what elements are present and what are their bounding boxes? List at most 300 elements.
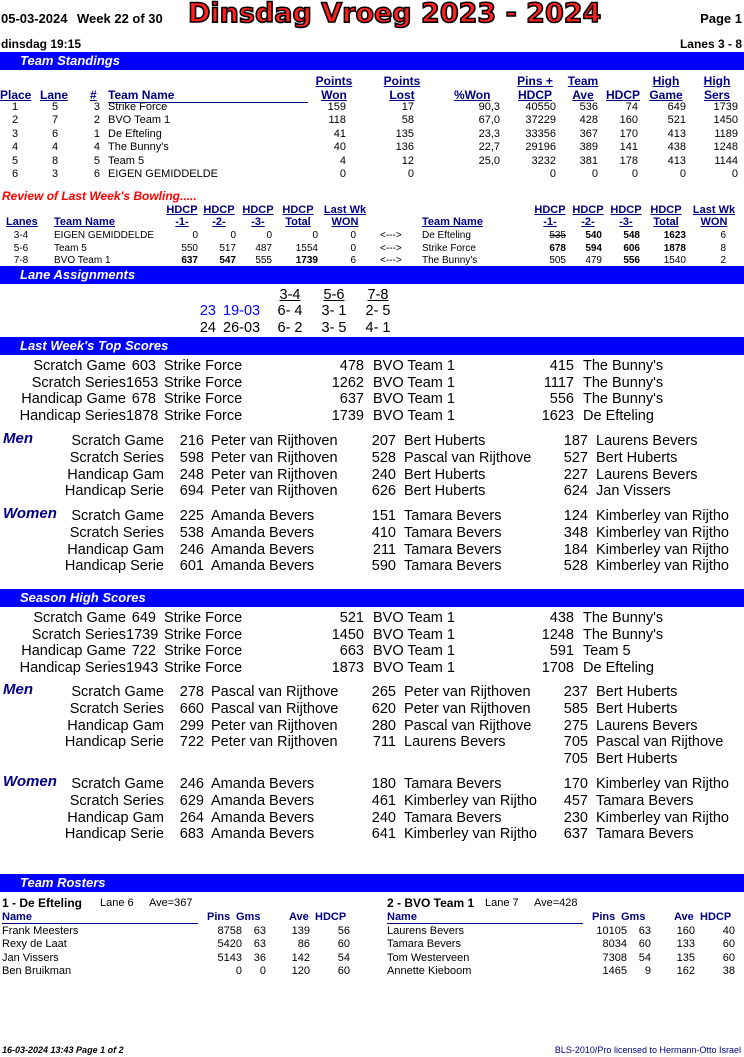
women-score-1: 601 — [179, 558, 204, 575]
roster-player-pins: 8034 — [602, 938, 627, 951]
team-category: Scratch Series — [31, 626, 126, 643]
men-category: Handicap Gam — [67, 466, 164, 483]
standings-team-ave: 367 — [579, 127, 598, 140]
standings-high-game: 0 — [679, 168, 686, 180]
men-name-3: Laurens Bevers — [596, 433, 698, 449]
roster-team-ave: Ave=428 — [534, 897, 578, 909]
review-g3: 0 — [266, 230, 272, 241]
team-name-2: BVO Team 1 — [373, 391, 455, 407]
standings-team-name: The Bunny's — [108, 141, 169, 154]
standings-place: 6 — [11, 168, 19, 180]
assign-pair: 3- 5 — [321, 320, 347, 336]
women-score-1: 538 — [179, 524, 204, 541]
report-date: 05-03-2024 — [1, 11, 68, 26]
review-opp-total: 1878 — [663, 242, 686, 254]
team-score-1: 1739 — [126, 626, 159, 643]
women-name-1: Amanda Bevers — [211, 541, 315, 558]
men-label: Men — [3, 430, 33, 447]
men-name-3: Laurens Bevers — [596, 717, 698, 734]
roster-player-gms: 54 — [638, 951, 651, 964]
women-category: Scratch Game — [71, 508, 164, 524]
men-name-1: Pascal van Rijthove — [211, 700, 339, 717]
women-name-1: Amanda Bevers — [211, 558, 315, 575]
women-score-3: 124 — [563, 508, 588, 524]
men-score-2: 240 — [371, 466, 396, 483]
standings-lane: 8 — [51, 154, 59, 167]
team-score-1: 1943 — [126, 659, 159, 676]
roster-team-lane: Lane 7 — [485, 897, 519, 909]
rev-col2-won: Last Wk WON — [692, 204, 736, 228]
lanes-title: Lane Assignments — [20, 267, 136, 282]
women-category: Scratch Game — [71, 776, 164, 792]
review-g3: 555 — [255, 255, 272, 266]
women-score-1: 225 — [179, 508, 204, 524]
women-name-1: Amanda Bevers — [211, 792, 315, 809]
team-score-1: 1878 — [126, 407, 159, 424]
review-lanes: 7-8 — [13, 255, 29, 266]
standings-hdcp: 170 — [619, 127, 638, 140]
men-score-2: 528 — [371, 449, 396, 466]
col-hdcp: HDCP — [606, 88, 641, 102]
women-name-1: Amanda Bevers — [211, 776, 315, 792]
roster-player-ave: 142 — [291, 951, 310, 964]
team-score-2: 1450 — [331, 626, 364, 643]
women-name-2: Tamara Bevers — [404, 524, 502, 541]
review-g2: 0 — [230, 230, 236, 241]
standings-high-game: 438 — [667, 141, 686, 154]
men-name-1: Peter van Rijthoven — [211, 433, 338, 449]
rosters-bar — [0, 874, 744, 892]
standings-high-game: 649 — [667, 101, 686, 113]
men-score-1: 216 — [179, 433, 204, 449]
roster-player-pins: 5420 — [217, 938, 242, 951]
women-name-3: Kimberley van Rijtho — [596, 524, 729, 541]
roster-player-hdcp: 60 — [722, 938, 735, 951]
men-category: Scratch Series — [69, 700, 164, 717]
team-score-2: 663 — [339, 643, 364, 659]
standings-lost: 58 — [401, 114, 414, 127]
women-score-3: 348 — [563, 524, 588, 541]
women-name-2: Tamara Bevers — [404, 809, 502, 826]
standings-team-ave: 0 — [591, 168, 598, 180]
review-g1: 637 — [181, 255, 198, 266]
roster-player-pins: 7308 — [602, 951, 627, 964]
roster-player-ave: 135 — [676, 951, 695, 964]
men-name-1: Peter van Rijthoven — [211, 483, 338, 500]
team-score-1: 722 — [131, 643, 156, 659]
standings-won: 41 — [333, 127, 346, 140]
men-name-2: Peter van Rijthoven — [404, 700, 531, 717]
standings-high-sers: 1189 — [714, 127, 738, 140]
roster-col-gms: Gms — [621, 911, 646, 923]
women-score-1: 683 — [179, 826, 204, 843]
rev-col2-total: HDCP Total — [650, 204, 682, 228]
team-name-1: Strike Force — [164, 391, 243, 407]
team-name-3: The Bunny's — [583, 358, 664, 374]
roster-player-ave: 86 — [297, 938, 310, 951]
review-opp-g2: 479 — [585, 255, 602, 266]
standings-hdcp: 160 — [619, 114, 638, 127]
team-score-1: 1653 — [126, 374, 159, 391]
standings-num: 2 — [93, 114, 100, 127]
standings-bar — [0, 52, 744, 70]
men-name-1: Peter van Rijthoven — [211, 717, 338, 734]
review-opp-g2: 594 — [585, 242, 602, 254]
roster-player-ave: 162 — [676, 965, 695, 978]
standings-team-name: Strike Force — [108, 101, 168, 113]
roster-col-hdcp: HDCP — [700, 911, 732, 923]
women-label: Women — [3, 505, 57, 522]
women-name-3: Kimberley van Rijtho — [596, 809, 729, 826]
standings-lane: 5 — [51, 101, 59, 113]
men-score-3: 227 — [563, 466, 588, 483]
top-scores-bar — [0, 337, 744, 355]
review-opp-team: Strike Force — [422, 242, 476, 254]
men-score-1: 722 — [179, 734, 204, 751]
roster-player-pins: 8758 — [217, 925, 242, 937]
men-score-1: 598 — [179, 449, 204, 466]
women-score-1: 629 — [179, 792, 204, 809]
rosters-title: Team Rosters — [20, 875, 106, 890]
review-opp-team: The Bunny's — [422, 255, 478, 266]
standings-won: 4 — [339, 154, 346, 167]
standings-pct-won: 25,0 — [478, 154, 500, 167]
roster-player-ave: 120 — [291, 965, 310, 978]
standings-team-ave: 389 — [579, 141, 598, 154]
women-score-3: 457 — [563, 792, 588, 809]
roster-player-gms: 63 — [253, 925, 266, 937]
review-opp-total: 1540 — [663, 255, 686, 266]
col-pins: Pins + HDCP — [517, 74, 553, 102]
roster-player-hdcp: 38 — [722, 965, 735, 978]
review-lanes: 5-6 — [13, 242, 29, 254]
women-category: Handicap Gam — [67, 541, 164, 558]
review-g1: 0 — [192, 230, 198, 241]
review-total: 0 — [312, 230, 318, 241]
roster-col-name: Name — [387, 911, 583, 924]
review-team-name: EIGEN GEMIDDELDE — [54, 230, 155, 241]
col-highsers: High Sers — [703, 74, 731, 102]
women-score-3: 184 — [563, 541, 588, 558]
roster-player-gms: 0 — [259, 965, 266, 978]
review-opp-g3: 556 — [623, 255, 640, 266]
men-name-3: Jan Vissers — [596, 483, 671, 500]
review-opp-g3: 548 — [623, 230, 640, 241]
team-name-1: Strike Force — [164, 643, 243, 659]
rev-col2-g1: HDCP -1- — [534, 204, 566, 228]
rev-col-g3: HDCP -3- — [242, 204, 274, 228]
team-category: Scratch Game — [33, 610, 126, 626]
men-name-2: Bert Huberts — [404, 466, 486, 483]
roster-team-ave: Ave=367 — [149, 897, 193, 909]
team-score-1: 678 — [131, 391, 156, 407]
review-team-name: BVO Team 1 — [54, 255, 111, 266]
men-score-3: 624 — [563, 483, 588, 500]
team-name-3: The Bunny's — [583, 391, 664, 407]
standings-team-name: De Efteling — [108, 127, 162, 140]
standings-num: 3 — [93, 101, 100, 113]
standings-lane: 7 — [51, 114, 59, 127]
men-name-2: Bert Huberts — [404, 483, 486, 500]
women-name-2: Tamara Bevers — [404, 558, 502, 575]
men-extra-name: Bert Huberts — [596, 751, 678, 767]
standings-high-game: 413 — [667, 154, 686, 167]
week-label: Week 22 of 30 — [77, 11, 163, 26]
roster-player-hdcp: 60 — [337, 965, 350, 978]
rev-col-total: HDCP Total — [282, 204, 314, 228]
col-teamave: Team Ave — [567, 74, 599, 102]
women-score-2: 180 — [371, 776, 396, 792]
team-score-1: 649 — [131, 610, 156, 626]
review-opp-won: 6 — [720, 230, 726, 241]
team-score-3: 1623 — [541, 407, 574, 424]
roster-team-title: 1 - De Efteling — [2, 896, 83, 910]
roster-col-hdcp: HDCP — [315, 911, 347, 923]
standings-place: 2 — [11, 114, 19, 127]
standings-pins-hdcp: 0 — [549, 168, 556, 180]
standings-pins-hdcp: 37229 — [525, 114, 556, 127]
men-score-1: 694 — [179, 483, 204, 500]
rev-col2-g2: HDCP -2- — [572, 204, 604, 228]
team-name-1: Strike Force — [164, 407, 243, 424]
page-label: Page 1 — [700, 11, 742, 26]
standings-hdcp: 0 — [631, 168, 638, 180]
women-name-2: Tamara Bevers — [404, 508, 502, 524]
men-name-2: Pascal van Rijthove — [404, 717, 532, 734]
col-lane: Lane — [40, 88, 69, 102]
men-name-1: Peter van Rijthoven — [211, 449, 338, 466]
men-score-1: 248 — [179, 466, 204, 483]
team-score-2: 1873 — [331, 659, 364, 676]
men-name-3: Bert Huberts — [596, 449, 678, 466]
roster-col-name: Name — [2, 911, 198, 924]
men-label: Men — [3, 681, 33, 698]
review-opp-g1: 505 — [549, 255, 566, 266]
review-lanes: 3-4 — [13, 230, 29, 241]
team-name-3: The Bunny's — [583, 610, 664, 626]
standings-place: 3 — [11, 127, 19, 140]
team-name-2: BVO Team 1 — [373, 407, 455, 424]
team-category: Handicap Game — [21, 391, 126, 407]
women-score-1: 246 — [179, 776, 204, 792]
standings-pct-won: 90,3 — [478, 101, 500, 113]
assign-pair: 2- 5 — [365, 303, 391, 319]
rev-col2-g3: HDCP -3- — [610, 204, 642, 228]
team-category: Handicap Game — [21, 643, 126, 659]
women-score-3: 170 — [563, 776, 588, 792]
standings-pins-hdcp: 3232 — [531, 154, 556, 167]
women-name-3: Tamara Bevers — [596, 826, 694, 843]
standings-lane: 3 — [51, 168, 59, 180]
team-score-2: 1739 — [331, 407, 364, 424]
review-opp-g1: 678 — [549, 242, 566, 254]
team-name-1: Strike Force — [164, 610, 243, 626]
women-category: Handicap Serie — [64, 826, 164, 843]
women-score-2: 590 — [371, 558, 396, 575]
lanes-range: Lanes 3 - 8 — [679, 37, 742, 51]
standings-hdcp: 141 — [619, 141, 638, 154]
season-title: Season High Scores — [20, 590, 146, 605]
standings-lane: 4 — [51, 141, 59, 154]
lane-pair-header: 5-6 — [323, 287, 345, 303]
women-category: Scratch Series — [69, 524, 164, 541]
men-name-3: Bert Huberts — [596, 700, 678, 717]
standings-num: 1 — [93, 127, 100, 140]
review-opp-total: 1623 — [663, 230, 686, 241]
roster-col-gms: Gms — [236, 911, 261, 923]
women-name-3: Tamara Bevers — [596, 792, 694, 809]
roster-player-name: Annette Kieboom — [387, 965, 472, 978]
men-extra-score: 705 — [563, 751, 588, 767]
standings-team-name: Team 5 — [108, 154, 145, 167]
standings-high-sers: 1450 — [713, 114, 738, 127]
team-name-3: De Efteling — [583, 407, 654, 424]
assign-pair: 6- 2 — [277, 320, 303, 336]
women-name-2: Kimberley van Rijtho — [404, 826, 537, 843]
women-name-3: Kimberley van Rijtho — [596, 508, 729, 524]
men-score-3: 275 — [563, 717, 588, 734]
men-score-3: 237 — [563, 684, 588, 700]
men-name-1: Peter van Rijthoven — [211, 466, 338, 483]
assign-date: 19-03 — [223, 303, 261, 319]
season-bar — [0, 589, 744, 607]
women-score-1: 264 — [179, 809, 204, 826]
team-name-3: The Bunny's — [583, 374, 664, 391]
roster-player-name: Jan Vissers — [2, 951, 59, 964]
roster-player-hdcp: 54 — [337, 951, 350, 964]
women-name-3: Kimberley van Rijtho — [596, 776, 729, 792]
roster-player-name: Ben Bruikman — [2, 965, 72, 978]
rev-col-team2: Team Name — [422, 216, 483, 228]
roster-team-lane: Lane 6 — [100, 897, 134, 909]
team-name-3: Team 5 — [583, 643, 631, 659]
review-opp-g2: 540 — [585, 230, 602, 241]
standings-won: 40 — [333, 141, 346, 154]
review-vs-arrow: <---> — [380, 242, 402, 254]
men-score-3: 705 — [563, 734, 588, 751]
roster-player-gms: 9 — [644, 965, 651, 978]
roster-col-ave: Ave — [289, 911, 309, 923]
men-score-2: 711 — [372, 734, 396, 751]
standings-team-ave: 536 — [579, 101, 598, 113]
women-name-1: Amanda Bevers — [211, 524, 315, 541]
men-name-3: Pascal van Rijthove — [596, 734, 724, 751]
standings-team-name: EIGEN GEMIDDELDE — [108, 168, 219, 180]
roster-player-name: Rexy de Laat — [2, 938, 67, 951]
standings-pct-won: 67,0 — [478, 114, 500, 127]
team-name-1: Strike Force — [164, 374, 243, 391]
women-name-2: Tamara Bevers — [404, 776, 502, 792]
women-score-2: 410 — [371, 524, 396, 541]
roster-col-ave: Ave — [674, 911, 694, 923]
men-score-2: 265 — [371, 684, 396, 700]
standings-place: 1 — [11, 101, 19, 113]
standings-num: 6 — [93, 168, 100, 180]
women-score-2: 151 — [371, 508, 396, 524]
men-category: Scratch Series — [69, 449, 164, 466]
men-name-2: Bert Huberts — [404, 433, 486, 449]
team-category: Handicap Series — [19, 659, 126, 676]
review-opp-won: 8 — [720, 242, 726, 254]
standings-lost: 12 — [401, 154, 414, 167]
standings-pct-won: 22,7 — [478, 141, 500, 154]
team-score-3: 415 — [549, 358, 574, 374]
women-score-2: 641 — [371, 826, 396, 843]
roster-player-ave: 160 — [676, 925, 695, 937]
women-score-2: 211 — [372, 541, 396, 558]
team-score-3: 1117 — [543, 374, 574, 391]
rev-col-team: Team Name — [54, 216, 115, 228]
women-name-2: Kimberley van Rijtho — [404, 792, 537, 809]
assign-pair: 3- 1 — [321, 303, 347, 319]
women-score-3: 230 — [563, 809, 588, 826]
roster-col-pins: Pins — [207, 911, 231, 923]
roster-player-gms: 63 — [253, 938, 266, 951]
standings-pins-hdcp: 40550 — [525, 101, 556, 113]
men-score-2: 620 — [371, 700, 396, 717]
men-category: Handicap Gam — [67, 717, 164, 734]
review-g1: 550 — [181, 242, 198, 254]
standings-num: 4 — [93, 141, 100, 154]
men-score-2: 280 — [371, 717, 396, 734]
women-label: Women — [3, 773, 57, 790]
review-vs-arrow: <---> — [380, 255, 402, 266]
roster-player-pins: 1465 — [602, 965, 627, 978]
assign-pair: 4- 1 — [365, 320, 391, 336]
men-name-2: Pascal van Rijthove — [404, 449, 532, 466]
team-name-2: BVO Team 1 — [373, 659, 455, 676]
roster-player-ave: 133 — [676, 938, 695, 951]
roster-player-gms: 36 — [253, 951, 266, 964]
men-name-2: Peter van Rijthoven — [404, 684, 531, 700]
review-opp-team: De Efteling — [422, 230, 471, 241]
women-name-3: Kimberley van Rijtho — [596, 541, 729, 558]
women-score-1: 246 — [179, 541, 204, 558]
col-highgame: High Game — [649, 74, 683, 102]
team-score-2: 637 — [339, 391, 364, 407]
standings-team-ave: 428 — [579, 114, 598, 127]
review-opp-won: 2 — [720, 255, 726, 266]
standings-hdcp: 178 — [619, 154, 638, 167]
men-name-1: Peter van Rijthoven — [211, 734, 338, 751]
men-category: Scratch Game — [71, 684, 164, 700]
men-score-2: 207 — [371, 433, 396, 449]
review-won: 0 — [350, 242, 356, 254]
standings-team-ave: 381 — [579, 154, 598, 167]
roster-player-hdcp: 56 — [337, 925, 350, 937]
assign-week: 23 — [199, 303, 216, 319]
women-name-1: Amanda Bevers — [211, 809, 315, 826]
standings-high-game: 521 — [667, 114, 686, 127]
team-score-3: 591 — [549, 643, 574, 659]
standings-place: 5 — [11, 154, 19, 167]
review-team-name: Team 5 — [54, 242, 87, 254]
lane-pair-header: 7-8 — [367, 287, 389, 303]
team-score-1: 603 — [131, 358, 156, 374]
men-category: Handicap Serie — [64, 483, 164, 500]
standings-high-sers: 0 — [731, 168, 738, 180]
roster-player-ave: 139 — [291, 925, 310, 937]
standings-pins-hdcp: 29196 — [525, 141, 556, 154]
men-score-2: 626 — [371, 483, 396, 500]
team-name-1: Strike Force — [164, 659, 243, 676]
women-score-3: 637 — [563, 826, 588, 843]
team-category: Handicap Series — [19, 407, 126, 424]
standings-high-sers: 1248 — [713, 141, 738, 154]
col-team: Team Name — [108, 88, 308, 103]
col-pct: %Won — [454, 88, 491, 102]
men-score-3: 585 — [563, 700, 588, 717]
